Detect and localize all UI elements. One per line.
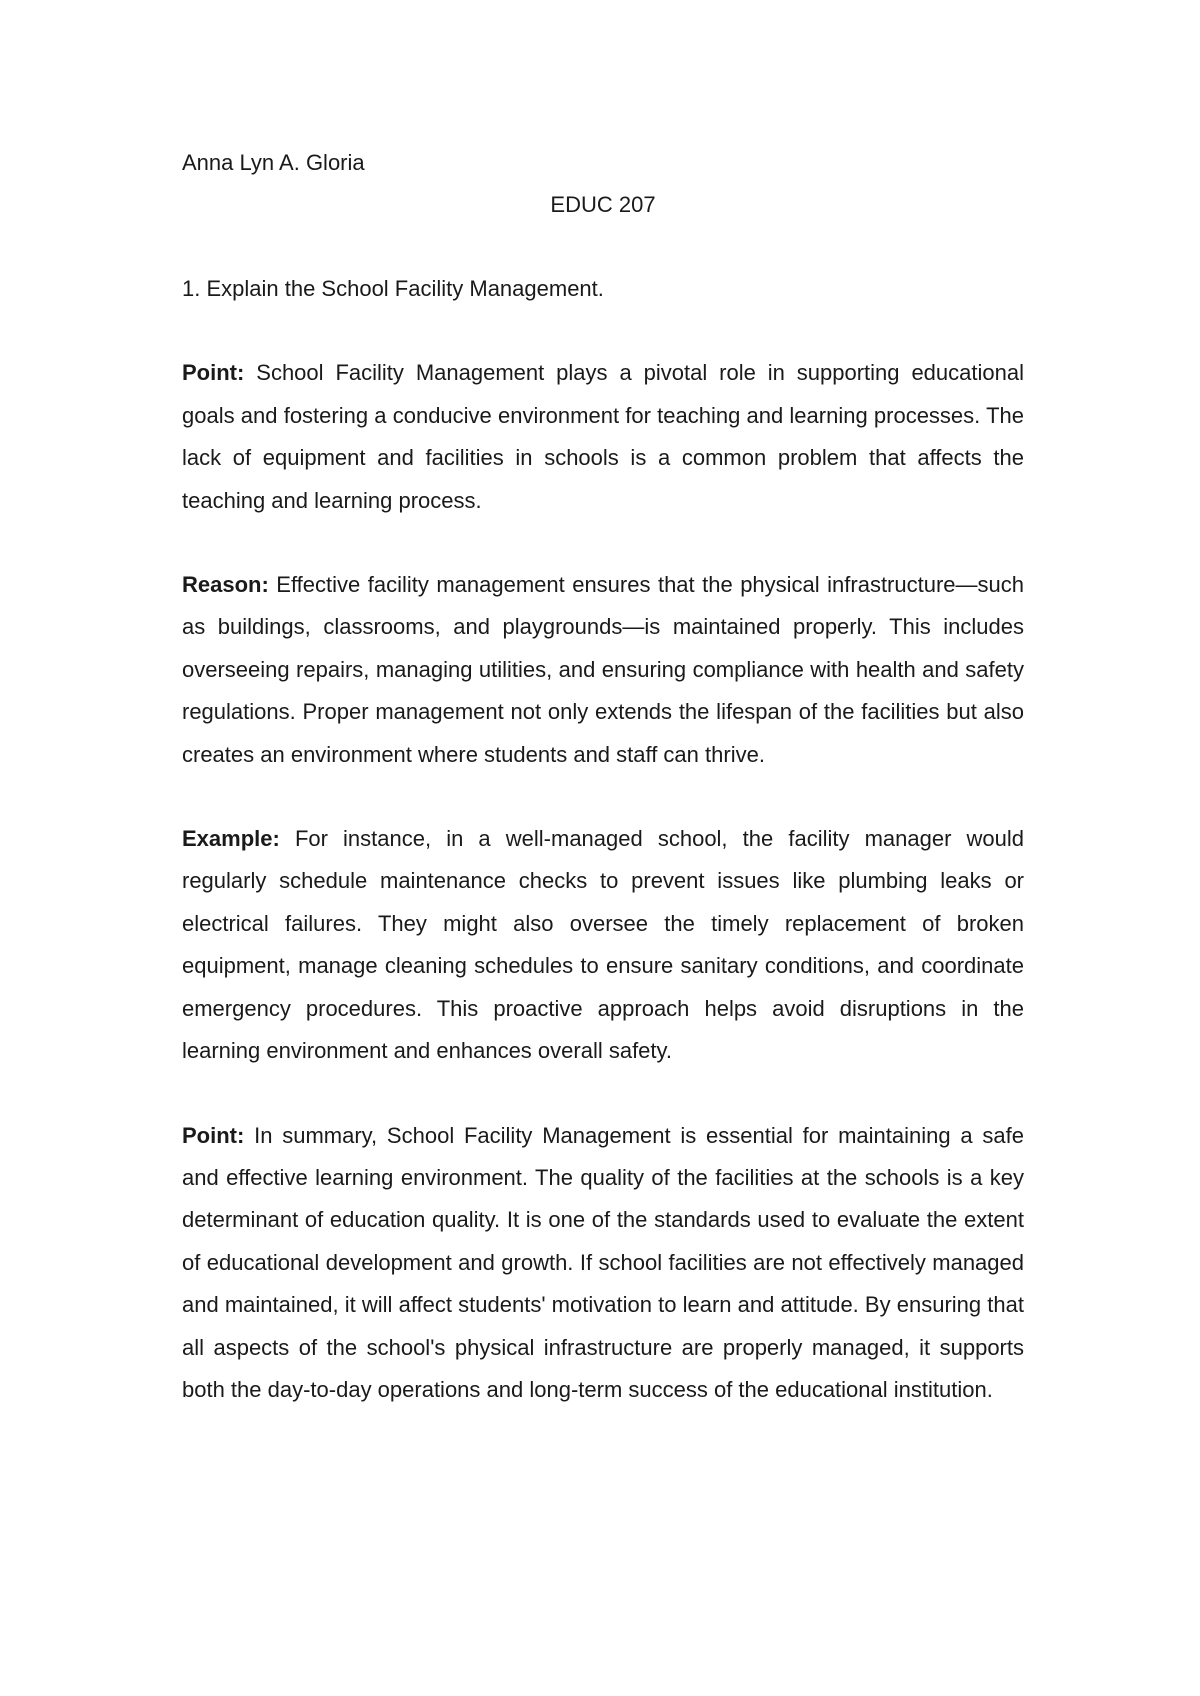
paragraph-label: Example: [182,826,280,852]
paragraph-text: Effective facility management ensures that the physical infrastructure—such as buildings, classrooms, and playgrounds—is maintained properly. This includes overseeing repairs, managing utilities, and ensuring compliance with health and safety regulations. Proper management not only extends the lifespan of the facilities but also creates an environment where students and staff can thrive. [182,572,1024,767]
paragraph-label: Point: [182,360,245,386]
paragraph-text: In summary, School Facility Management is essential for maintaining a safe and effective learning environment. The quality of the facilities at the schools is a key determinant of education quality. It is one of the standards used to evaluate the extent of educational development and growth. If school facilities are not effectively managed and maintained, it will affect students' motivation to learn and attitude. By ensuring that all aspects of the school's physical infrastructure are properly managed, it supports both the day-to-day operations and long-term success of the educational institution. [182,1122,1024,1402]
paragraph-summary [182,1115,1024,1412]
course-code: EDUC 207 [550,192,656,217]
paragraph-reason [182,564,1024,776]
paragraph-text: For instance, in a well-managed school, the facility manager would regularly schedule maintenance checks to prevent issues like plumbing leaks or electrical failures. They might also oversee the timely replacement of broken equipment, manage cleaning schedules to ensure sanitary conditions, and coordinate emergency procedures. This proactive approach helps avoid disruptions in the learning environment and enhances overall safety. [182,826,1024,1064]
author-name: Anna Lyn A. Gloria [182,150,365,175]
paragraph-label: Point: [182,1122,245,1148]
paragraph-label: Reason: [182,572,269,598]
question-heading: 1. Explain the School Facility Management. [182,276,604,301]
paragraph-text: School Facility Management plays a pivotal role in supporting educational goals and fostering a conducive environment for teaching and learning processes. The lack of equipment and facilities in schools is a common problem that affects the teaching and learning process. [182,360,1024,513]
document-body [182,142,1024,1411]
paragraph-example [182,818,1024,1072]
paragraph-point [182,352,1024,522]
